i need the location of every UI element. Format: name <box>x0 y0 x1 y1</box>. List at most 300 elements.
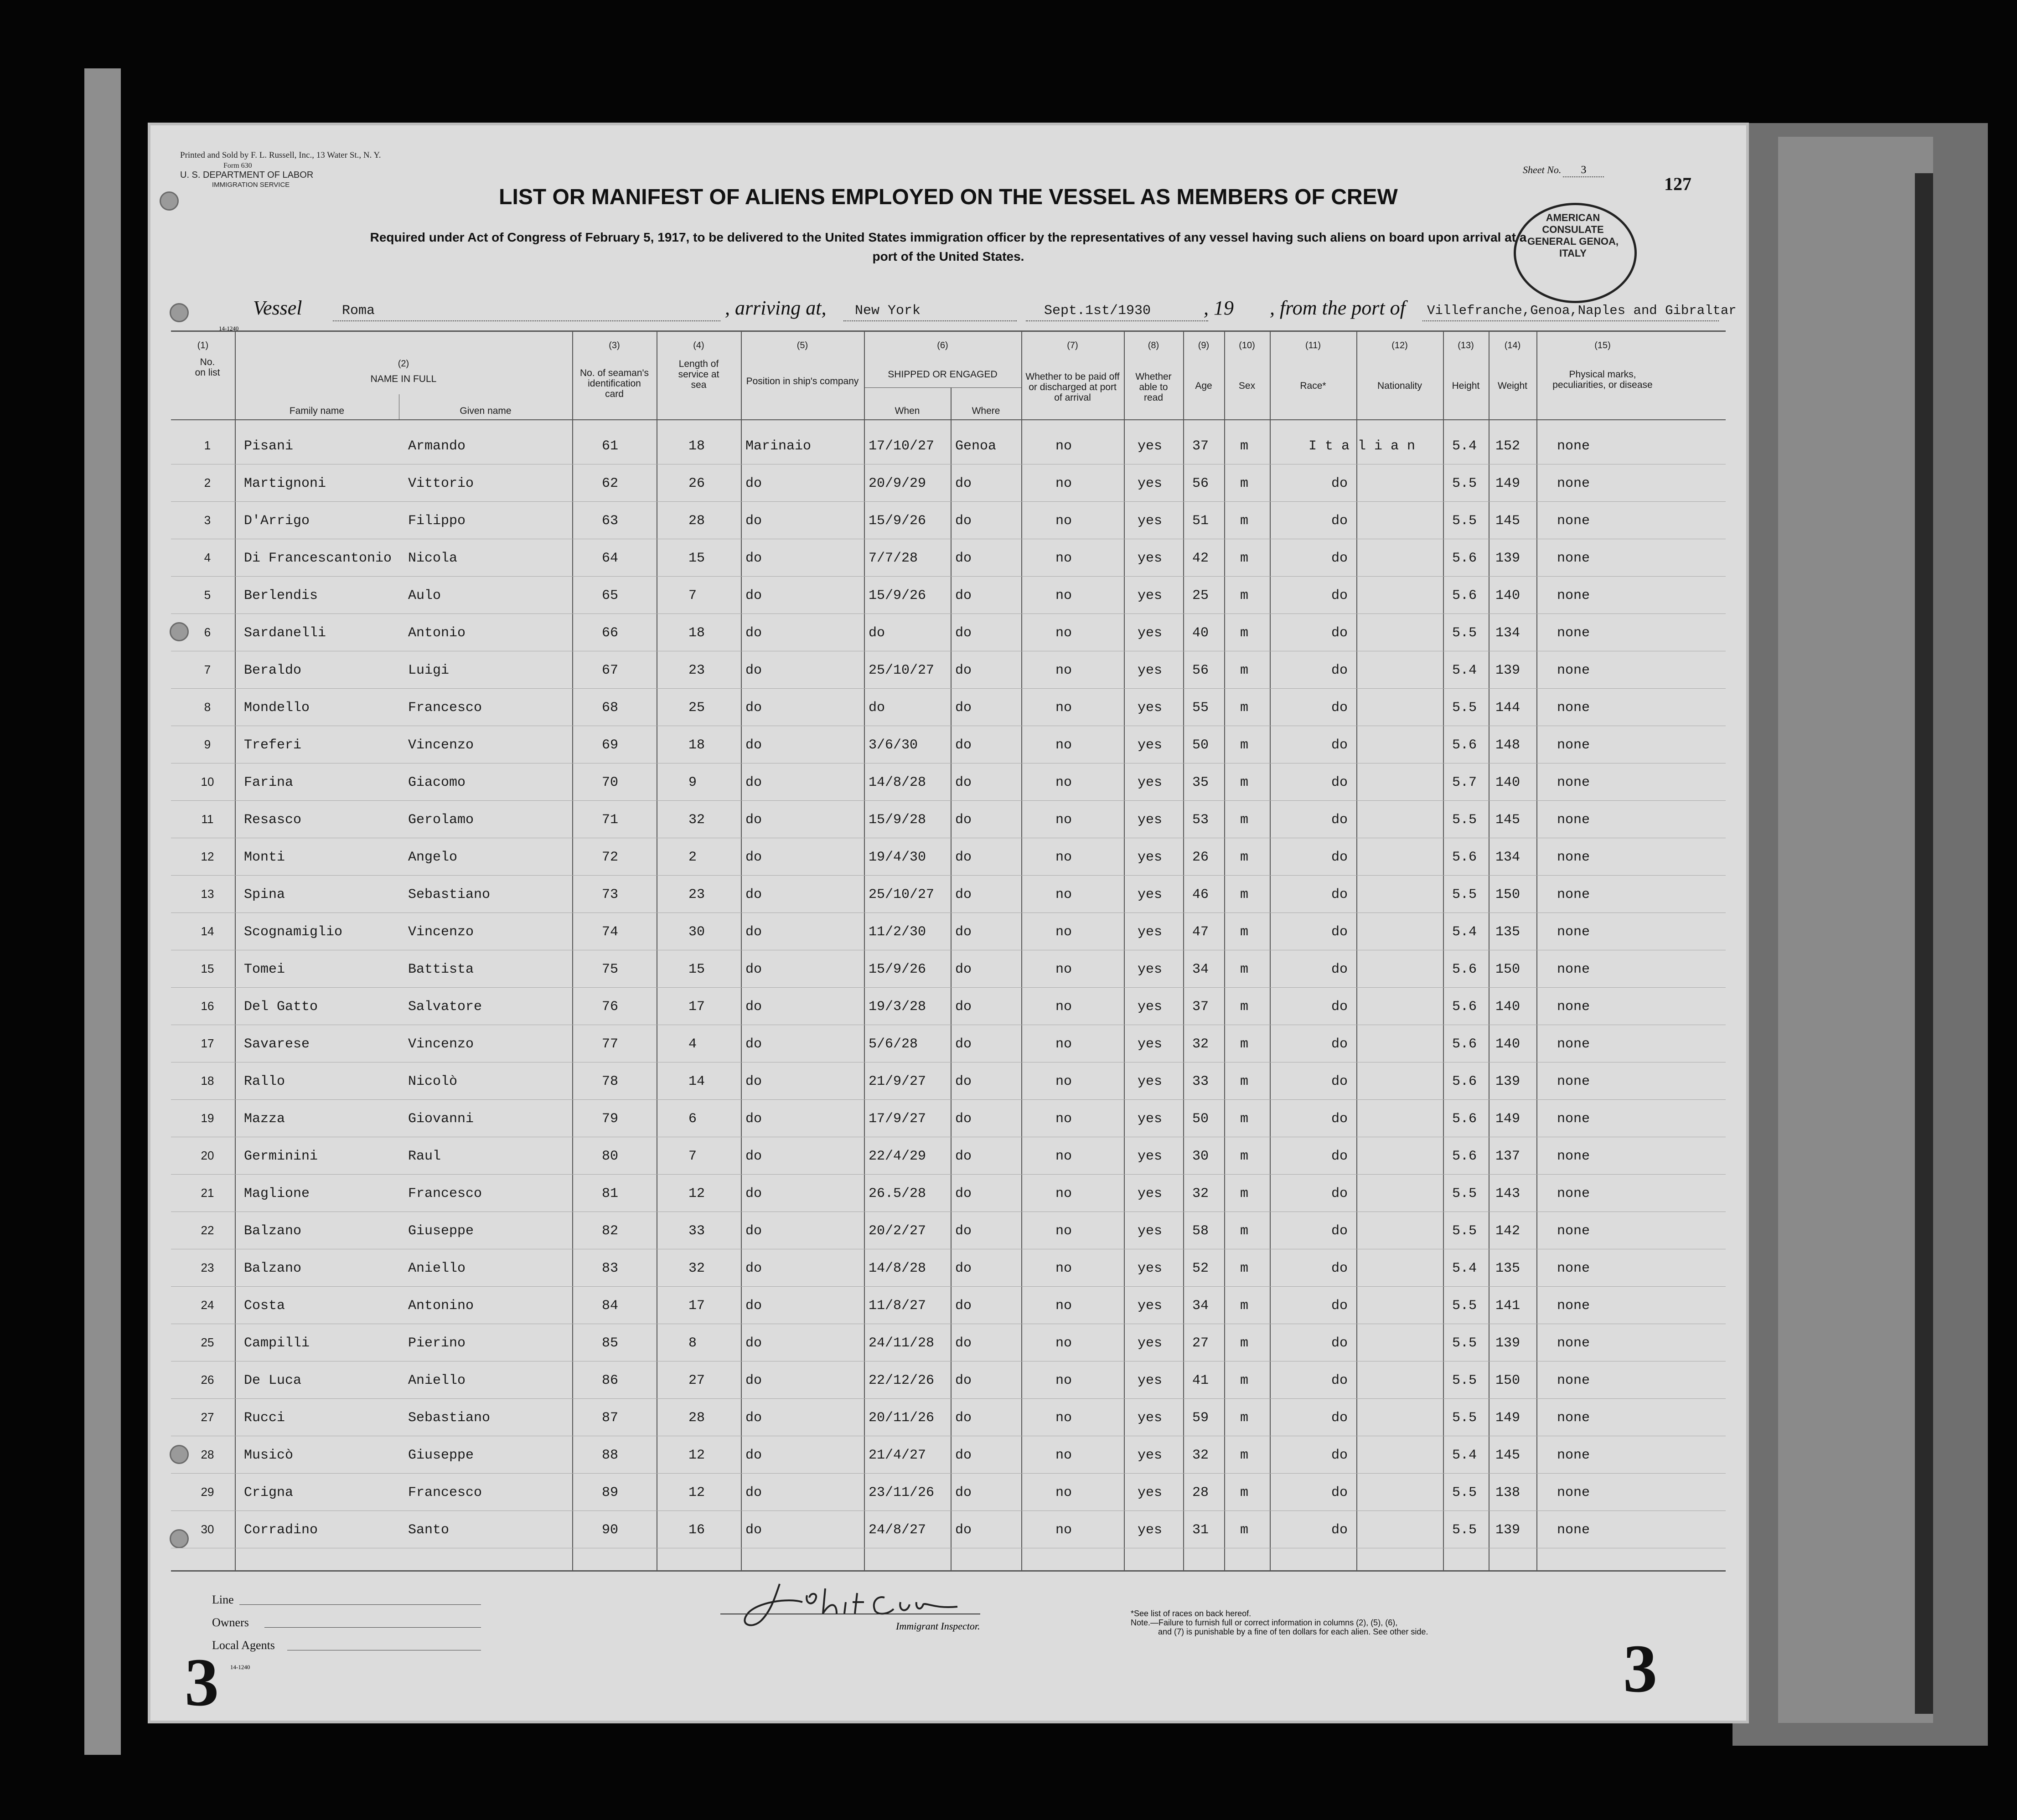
cell-shipped-when: 22/4/29 <box>869 1149 926 1164</box>
cell-height: 5.5 <box>1452 513 1477 529</box>
cell-row-number: 7 <box>204 663 211 676</box>
cell-able-to-read: yes <box>1138 1335 1163 1351</box>
left-page-edge <box>84 68 121 1755</box>
cell-paid-off: no <box>1055 924 1072 940</box>
cell-physical-marks: none <box>1557 887 1590 902</box>
cell-row-number: 28 <box>201 1448 214 1461</box>
cell-sex: m <box>1240 775 1249 790</box>
cell-paid-off: no <box>1055 1410 1072 1426</box>
cell-height: 5.4 <box>1452 663 1477 678</box>
cell-given-name: Francesco <box>408 1485 482 1500</box>
cell-family-name: Mazza <box>244 1111 285 1127</box>
cell-paid-off: no <box>1055 513 1072 529</box>
cell-paid-off: no <box>1055 1223 1072 1239</box>
cell-shipped-where: do <box>955 625 972 641</box>
cell-shipped-where: do <box>955 1335 972 1351</box>
col-label-able-to-read: Whether able to read <box>1135 371 1172 403</box>
cell-sex: m <box>1240 1074 1249 1089</box>
cell-sex: m <box>1240 1186 1249 1201</box>
cell-family-name: Del Gatto <box>244 999 318 1015</box>
cell-seaman-card-number: 63 <box>602 513 619 529</box>
table-row <box>150 727 1746 764</box>
arriving-label: , arriving at, <box>725 297 827 319</box>
cell-seaman-card-number: 77 <box>602 1036 619 1052</box>
cell-given-name: Pierino <box>408 1335 466 1351</box>
cell-shipped-where: do <box>955 737 972 753</box>
cell-seaman-card-number: 89 <box>602 1485 619 1500</box>
cell-length-of-service: 18 <box>688 737 705 753</box>
cell-height: 5.5 <box>1452 1298 1477 1314</box>
row-rule <box>171 875 1726 876</box>
cell-family-name: Treferi <box>244 737 302 753</box>
cell-age: 37 <box>1192 438 1209 454</box>
cell-given-name: Battista <box>408 962 474 977</box>
table-row <box>150 578 1746 614</box>
cell-given-name: Giuseppe <box>408 1223 474 1239</box>
row-rule <box>171 576 1726 577</box>
cell-position: do <box>745 1186 762 1201</box>
cell-physical-marks: none <box>1557 962 1590 977</box>
table-row <box>150 1101 1746 1138</box>
cell-given-name: Armando <box>408 438 466 454</box>
cell-sex: m <box>1240 476 1249 491</box>
cell-given-name: Filippo <box>408 513 466 529</box>
cell-row-number: 27 <box>201 1410 214 1424</box>
header-bottom-border <box>171 419 1726 420</box>
cell-shipped-where: do <box>955 999 972 1015</box>
col-label-height: Height <box>1452 381 1480 391</box>
cell-paid-off: no <box>1055 551 1072 566</box>
cell-sex: m <box>1240 663 1249 678</box>
cell-family-name: Savarese <box>244 1036 310 1052</box>
cell-family-name: Germinini <box>244 1149 318 1164</box>
cell-position: do <box>745 1036 762 1052</box>
cell-age: 32 <box>1192 1036 1209 1052</box>
cell-able-to-read: yes <box>1138 1036 1163 1052</box>
cell-height: 5.5 <box>1452 1186 1477 1201</box>
cell-row-number: 15 <box>201 962 214 975</box>
row-rule <box>171 1174 1726 1175</box>
cell-seaman-card-number: 84 <box>602 1298 619 1314</box>
cell-row-number: 9 <box>204 737 211 751</box>
cell-paid-off: no <box>1055 1186 1072 1201</box>
small-code: 14-1240 <box>219 325 239 332</box>
cell-height: 5.6 <box>1452 1111 1477 1127</box>
cell-height: 5.6 <box>1452 551 1477 566</box>
cell-able-to-read: yes <box>1138 551 1163 566</box>
cell-age: 46 <box>1192 887 1209 902</box>
cell-able-to-read: yes <box>1138 962 1163 977</box>
cell-weight: 139 <box>1495 663 1521 678</box>
row-rule <box>171 688 1726 689</box>
from-port: Villefranche,Genoa,Naples and Gibraltar <box>1427 303 1737 318</box>
cell-shipped-when: 19/3/28 <box>869 999 926 1015</box>
cell-age: 32 <box>1192 1186 1209 1201</box>
cell-age: 55 <box>1192 700 1209 716</box>
col-label-name-in-full: NAME IN FULL <box>370 374 437 384</box>
cell-seaman-card-number: 61 <box>602 438 619 454</box>
cell-family-name: Crigna <box>244 1485 294 1500</box>
cell-race: do <box>1331 924 1348 940</box>
cell-race: do <box>1331 1410 1348 1426</box>
cell-shipped-where: do <box>955 1149 972 1164</box>
cell-seaman-card-number: 69 <box>602 737 619 753</box>
cell-length-of-service: 23 <box>688 663 705 678</box>
cell-weight: 148 <box>1495 737 1521 753</box>
cell-physical-marks: none <box>1557 1298 1590 1314</box>
cell-given-name: Giuseppe <box>408 1448 474 1463</box>
table-row <box>150 1139 1746 1175</box>
cell-weight: 138 <box>1495 1485 1521 1500</box>
cell-family-name: Costa <box>244 1298 285 1314</box>
cell-age: 25 <box>1192 588 1209 603</box>
cell-sex: m <box>1240 588 1249 603</box>
cell-shipped-when: 24/11/28 <box>869 1335 935 1351</box>
cell-row-number: 19 <box>201 1111 214 1125</box>
cell-family-name: De Luca <box>244 1373 302 1388</box>
cell-able-to-read: yes <box>1138 663 1163 678</box>
cell-weight: 149 <box>1495 476 1521 491</box>
cell-physical-marks: none <box>1557 1485 1590 1500</box>
cell-seaman-card-number: 66 <box>602 625 619 641</box>
cell-sex: m <box>1240 438 1249 454</box>
cell-given-name: Vincenzo <box>408 924 474 940</box>
cell-height: 5.6 <box>1452 1074 1477 1089</box>
row-rule <box>171 987 1726 988</box>
cell-weight: 135 <box>1495 924 1521 940</box>
cell-shipped-where: do <box>955 775 972 790</box>
penalty-note-line-1: Note.—Failure to furnish full or correct information in columns (2), (5), (6), <box>1131 1618 1398 1627</box>
cell-paid-off: no <box>1055 1074 1072 1089</box>
cell-race: do <box>1331 588 1348 603</box>
cell-row-number: 30 <box>201 1522 214 1536</box>
cell-weight: 143 <box>1495 1186 1521 1201</box>
cell-race: I t a l i a n <box>1308 438 1416 454</box>
cell-weight: 152 <box>1495 438 1521 454</box>
cell-family-name: Tomei <box>244 962 285 977</box>
cell-race: do <box>1331 1111 1348 1127</box>
cell-height: 5.4 <box>1452 438 1477 454</box>
col-label-sex: Sex <box>1238 381 1256 391</box>
cell-shipped-where: do <box>955 588 972 603</box>
cell-physical-marks: none <box>1557 1111 1590 1127</box>
cell-shipped-when: 17/9/27 <box>869 1111 926 1127</box>
cell-given-name: Antonino <box>408 1298 474 1314</box>
cell-paid-off: no <box>1055 1261 1072 1276</box>
row-rule <box>171 1398 1726 1399</box>
cell-physical-marks: none <box>1557 737 1590 753</box>
cell-shipped-when: 11/8/27 <box>869 1298 926 1314</box>
table-row <box>150 877 1746 913</box>
cell-length-of-service: 18 <box>688 625 705 641</box>
cell-seaman-card-number: 82 <box>602 1223 619 1239</box>
cell-position: Marinaio <box>745 438 812 454</box>
cell-shipped-where: do <box>955 1373 972 1388</box>
cell-weight: 139 <box>1495 1335 1521 1351</box>
cell-position: do <box>745 1298 762 1314</box>
department-name: U. S. DEPARTMENT OF LABOR <box>180 170 314 180</box>
cell-position: do <box>745 999 762 1015</box>
cell-paid-off: no <box>1055 1036 1072 1052</box>
cell-position: do <box>745 812 762 828</box>
cell-given-name: Santo <box>408 1522 450 1538</box>
cell-sex: m <box>1240 513 1249 529</box>
cell-race: do <box>1331 1261 1348 1276</box>
cell-age: 34 <box>1192 1298 1209 1314</box>
cell-age: 27 <box>1192 1335 1209 1351</box>
cell-age: 41 <box>1192 1373 1209 1388</box>
cell-able-to-read: yes <box>1138 438 1163 454</box>
cell-position: do <box>745 513 762 529</box>
table-row <box>150 1064 1746 1100</box>
cell-given-name: Raul <box>408 1149 441 1164</box>
cell-height: 5.6 <box>1452 1149 1477 1164</box>
cell-weight: 149 <box>1495 1410 1521 1426</box>
cell-family-name: D'Arrigo <box>244 513 310 529</box>
cell-seaman-card-number: 73 <box>602 887 619 902</box>
cell-position: do <box>745 663 762 678</box>
cell-seaman-card-number: 76 <box>602 999 619 1015</box>
cell-seaman-card-number: 80 <box>602 1149 619 1164</box>
cell-weight: 145 <box>1495 1448 1521 1463</box>
cell-paid-off: no <box>1055 737 1072 753</box>
cell-able-to-read: yes <box>1138 1522 1163 1538</box>
cell-seaman-card-number: 72 <box>602 850 619 865</box>
cell-able-to-read: yes <box>1138 1223 1163 1239</box>
cell-age: 52 <box>1192 1261 1209 1276</box>
cell-race: do <box>1331 476 1348 491</box>
col-label-when: When <box>895 406 920 416</box>
cell-seaman-card-number: 70 <box>602 775 619 790</box>
cell-physical-marks: none <box>1557 775 1590 790</box>
cell-shipped-where: do <box>955 1074 972 1089</box>
cell-paid-off: no <box>1055 775 1072 790</box>
cell-shipped-when: 21/9/27 <box>869 1074 926 1089</box>
cell-able-to-read: yes <box>1138 1074 1163 1089</box>
cell-sex: m <box>1240 887 1249 902</box>
cell-seaman-card-number: 78 <box>602 1074 619 1089</box>
cell-position: do <box>745 1111 762 1127</box>
cell-seaman-card-number: 75 <box>602 962 619 977</box>
cell-age: 37 <box>1192 999 1209 1015</box>
cell-weight: 140 <box>1495 588 1521 603</box>
cell-given-name: Vittorio <box>408 476 474 491</box>
cell-length-of-service: 26 <box>688 476 705 491</box>
table-row <box>150 653 1746 689</box>
cell-length-of-service: 17 <box>688 1298 705 1314</box>
cell-family-name: Rucci <box>244 1410 285 1426</box>
cell-able-to-read: yes <box>1138 1261 1163 1276</box>
cell-length-of-service: 17 <box>688 999 705 1015</box>
cell-physical-marks: none <box>1557 1373 1590 1388</box>
col-label-position: Position in ship's company <box>746 376 859 387</box>
cell-age: 42 <box>1192 551 1209 566</box>
cell-row-number: 6 <box>204 625 211 639</box>
cell-shipped-where: do <box>955 1485 972 1500</box>
cell-shipped-where: do <box>955 551 972 566</box>
cell-physical-marks: none <box>1557 625 1590 641</box>
cell-physical-marks: none <box>1557 1036 1590 1052</box>
form-number: Form 630 <box>223 162 252 170</box>
cell-seaman-card-number: 88 <box>602 1448 619 1463</box>
cell-shipped-where: do <box>955 1223 972 1239</box>
cell-shipped-when: 5/6/28 <box>869 1036 918 1052</box>
col-num-4: (4) <box>693 340 704 351</box>
cell-shipped-when: 17/10/27 <box>869 438 935 454</box>
cell-height: 5.6 <box>1452 962 1477 977</box>
cell-race: do <box>1331 1373 1348 1388</box>
cell-physical-marks: none <box>1557 1261 1590 1276</box>
footer-small-code: 14-1240 <box>230 1664 250 1670</box>
cell-seaman-card-number: 83 <box>602 1261 619 1276</box>
cell-paid-off: no <box>1055 663 1072 678</box>
cell-able-to-read: yes <box>1138 812 1163 828</box>
cell-race: do <box>1331 663 1348 678</box>
cell-weight: 150 <box>1495 962 1521 977</box>
cell-shipped-when: 19/4/30 <box>869 850 926 865</box>
cell-weight: 140 <box>1495 999 1521 1015</box>
cell-sex: m <box>1240 1261 1249 1276</box>
cell-shipped-when: 15/9/26 <box>869 513 926 529</box>
cell-paid-off: no <box>1055 1373 1072 1388</box>
cell-weight: 145 <box>1495 513 1521 529</box>
cell-family-name: Mondello <box>244 700 310 716</box>
cell-length-of-service: 4 <box>688 1036 697 1052</box>
table-row <box>150 615 1746 652</box>
cell-sex: m <box>1240 1036 1249 1052</box>
local-agents-label: Local Agents <box>212 1639 275 1652</box>
cell-paid-off: no <box>1055 1298 1072 1314</box>
cell-height: 5.5 <box>1452 700 1477 716</box>
cell-weight: 137 <box>1495 1149 1521 1164</box>
cell-sex: m <box>1240 737 1249 753</box>
cell-shipped-where: do <box>955 663 972 678</box>
cell-seaman-card-number: 71 <box>602 812 619 828</box>
sheet-number <box>1523 164 1604 177</box>
cell-position: do <box>745 1335 762 1351</box>
col-label-seaman-card: No. of seaman's identification card <box>579 368 649 399</box>
cell-position: do <box>745 1261 762 1276</box>
sheet-mark-left: 3 <box>185 1645 219 1720</box>
cell-seaman-card-number: 86 <box>602 1373 619 1388</box>
cell-weight: 134 <box>1495 625 1521 641</box>
cell-race: do <box>1331 1074 1348 1089</box>
cell-position: do <box>745 887 762 902</box>
cell-seaman-card-number: 64 <box>602 551 619 566</box>
cell-given-name: Salvatore <box>408 999 482 1015</box>
cell-row-number: 17 <box>201 1036 214 1050</box>
table-row <box>150 1438 1746 1474</box>
cell-length-of-service: 2 <box>688 850 697 865</box>
cell-length-of-service: 12 <box>688 1186 705 1201</box>
cell-position: do <box>745 1074 762 1089</box>
cell-weight: 145 <box>1495 812 1521 828</box>
cell-sex: m <box>1240 812 1249 828</box>
from-port-label: , from the port of <box>1270 297 1406 319</box>
cell-paid-off: no <box>1055 1149 1072 1164</box>
cell-family-name: Corradino <box>244 1522 318 1538</box>
cell-able-to-read: yes <box>1138 775 1163 790</box>
cell-given-name: Aniello <box>408 1261 466 1276</box>
table-row <box>150 1400 1746 1437</box>
cell-shipped-where: do <box>955 476 972 491</box>
cell-weight: 134 <box>1495 850 1521 865</box>
cell-given-name: Luigi <box>408 663 450 678</box>
cell-position: do <box>745 1149 762 1164</box>
cell-weight: 139 <box>1495 1522 1521 1538</box>
cell-given-name: Vincenzo <box>408 737 474 753</box>
cell-weight: 149 <box>1495 1111 1521 1127</box>
cell-position: do <box>745 737 762 753</box>
cell-able-to-read: yes <box>1138 1410 1163 1426</box>
cell-paid-off: no <box>1055 700 1072 716</box>
cell-able-to-read: yes <box>1138 924 1163 940</box>
cell-age: 50 <box>1192 1111 1209 1127</box>
cell-position: do <box>745 700 762 716</box>
col-num-7: (7) <box>1067 340 1078 351</box>
cell-height: 5.5 <box>1452 1485 1477 1500</box>
cell-position: do <box>745 924 762 940</box>
cell-row-number: 3 <box>204 513 211 527</box>
cell-shipped-when: 20/11/26 <box>869 1410 935 1426</box>
cell-paid-off: no <box>1055 588 1072 603</box>
cell-shipped-where: do <box>955 513 972 529</box>
cell-sex: m <box>1240 1298 1249 1314</box>
inspector-signature <box>720 1570 1040 1643</box>
cell-position: do <box>745 1373 762 1388</box>
cell-height: 5.5 <box>1452 1522 1477 1538</box>
cell-race: do <box>1331 812 1348 828</box>
cell-paid-off: no <box>1055 1485 1072 1500</box>
cell-physical-marks: none <box>1557 438 1590 454</box>
table-row <box>150 840 1746 876</box>
cell-paid-off: no <box>1055 812 1072 828</box>
col-num-12: (12) <box>1391 340 1408 351</box>
cell-weight: 141 <box>1495 1298 1521 1314</box>
cell-shipped-where: do <box>955 962 972 977</box>
printer-line: Printed and Sold by F. L. Russell, Inc., 13 Water St., N. Y. <box>180 150 381 160</box>
cell-age: 56 <box>1192 663 1209 678</box>
cell-position: do <box>745 588 762 603</box>
cell-row-number: 16 <box>201 999 214 1013</box>
cell-race: do <box>1331 700 1348 716</box>
punch-hole <box>170 303 189 322</box>
cell-seaman-card-number: 74 <box>602 924 619 940</box>
cell-weight: 150 <box>1495 1373 1521 1388</box>
cell-length-of-service: 12 <box>688 1448 705 1463</box>
row-rule <box>171 1099 1726 1100</box>
cell-position: do <box>745 775 762 790</box>
cell-length-of-service: 30 <box>688 924 705 940</box>
cell-position: do <box>745 1410 762 1426</box>
cell-shipped-where: do <box>955 1036 972 1052</box>
cell-able-to-read: yes <box>1138 476 1163 491</box>
col-label-nationality: Nationality <box>1377 381 1422 391</box>
cell-race: do <box>1331 1485 1348 1500</box>
cell-physical-marks: none <box>1557 513 1590 529</box>
cell-height: 5.5 <box>1452 1335 1477 1351</box>
cell-row-number: 14 <box>201 924 214 938</box>
cell-family-name: Sardanelli <box>244 625 326 641</box>
cell-physical-marks: none <box>1557 476 1590 491</box>
cell-height: 5.4 <box>1452 1448 1477 1463</box>
col-num-15: (15) <box>1594 340 1611 351</box>
cell-given-name: Francesco <box>408 700 482 716</box>
cell-physical-marks: none <box>1557 588 1590 603</box>
cell-seaman-card-number: 87 <box>602 1410 619 1426</box>
cell-age: 40 <box>1192 625 1209 641</box>
cell-sex: m <box>1240 1410 1249 1426</box>
